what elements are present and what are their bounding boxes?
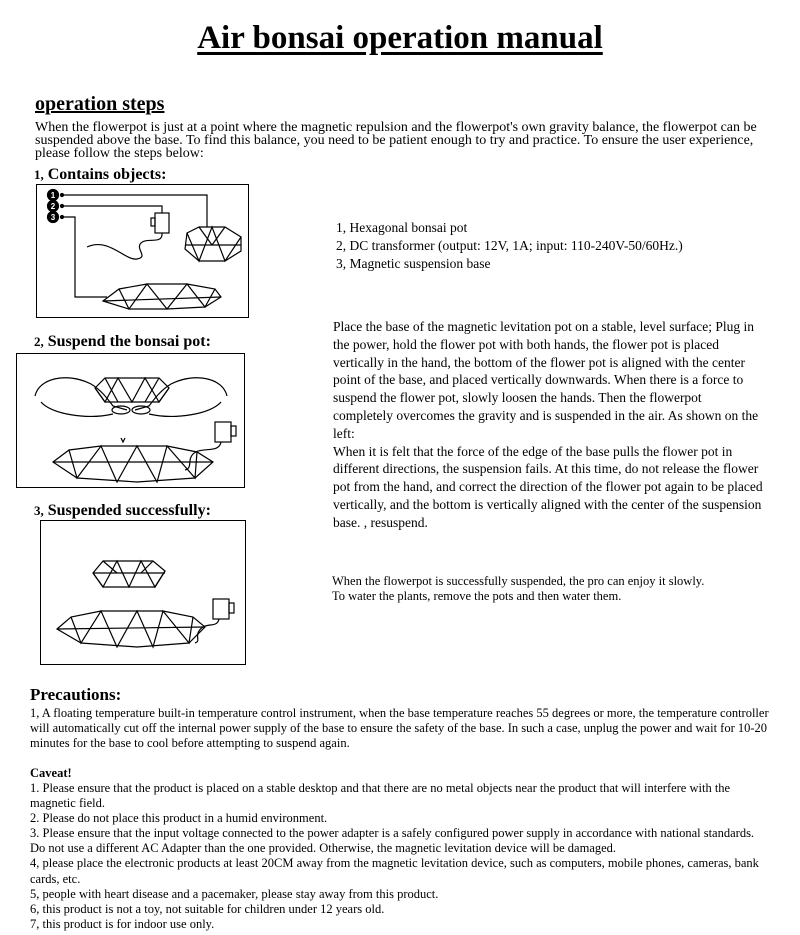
callout-2: 2 [50,202,56,211]
precautions-body: 1, A floating temperature built-in temperature control instrument, when the base temperature reaches 55 degrees or more, the temperature controller will automatically cut off the internal power supply of the base to ensure the safety of the base. In such a case, unplug the power and wait for 10-20 minutes for the base to cool before attempting to suspend again. [30,706,769,751]
step-3-number: 3, [34,503,44,518]
caveat-item: 6, this product is not a toy, not suitable for children under 12 years old. [30,901,385,916]
instruction-paragraph: When it is felt that the force of the edge of the base pulls the flower pot in different directions, the suspension fails. At this time, do not release the flower pot from the hand, and correct the direction of the flower pot again to be placed vertically, and the bottom is vertically aligned with the center of the suspension base. , resuspend. [333,443,763,530]
caveat-item: 5, people with heart disease and a pacemaker, please stay away from this product. [30,886,439,901]
step-3-title: Suspended successfully: [47,502,211,519]
suspended-instructions [332,574,712,604]
caveat-item: 2. Please do not place this product in a humid environment. [30,811,328,826]
step-2-number: 2, [34,334,44,349]
suspend-instructions [333,318,765,532]
caveat-item: 3. Please ensure that the input voltage connected to the power adapter is a safely configured power supply in accordance with national standards. Do not use a different AC Adapter than the one provided. Otherwise, the magnetic levitation device will be damaged. [30,826,755,856]
contents-item: 2, DC transformer (output: 12V, 1A; input: 110-240V-50/60Hz.) [336,238,683,253]
step-3-heading [34,502,211,520]
operation-steps-heading: operation steps [35,93,165,115]
operation-intro: When the flowerpot is just at a point where the magnetic repulsion and the flowerpot's own gravity balance, the flowerpot can be suspended above the base. To find this balance, you need to be patient enough to try and practice. To ensure the user experience, please follow the steps below: [35,120,757,161]
contents-item: 1, Hexagonal bonsai pot [336,220,468,235]
contents-figure [36,184,249,318]
caveat-list [30,781,770,932]
contents-item: 3, Magnetic suspension base [336,256,491,271]
suspend-figure [16,353,245,488]
instruction-paragraph: Place the base of the magnetic levitation pot on a stable, level surface; Plug in the power, hold the flower pot with both hands, the flower pot is placed vertically in the hand, the bottom of the flower pot is aligned with the center point of the base, and placed vertically downwards. When there is a force to suspend the flower pot, slowly loosen the hands. Then the flowerpot completely overcomes the gravity and is suspended in the air. As shown on the left: [333,319,759,441]
caveat-heading: Caveat! [30,766,72,780]
suspended-figure [40,520,246,665]
contents-list [336,219,683,273]
instruction-paragraph: When the flowerpot is successfully suspended, the pro can enjoy it slowly. [332,574,705,588]
step-1-number: 1, [34,167,44,182]
callout-1: 1 [50,191,56,200]
page-title: Air bonsai operation manual [197,20,603,56]
step-1-title: Contains objects: [47,166,167,183]
step-1-heading [34,166,166,184]
callout-3: 3 [50,213,56,222]
caveat-item: 7, this product is for indoor use only. [30,916,215,931]
caveat-item: 1. Please ensure that the product is placed on a stable desktop and that there are no metal objects near the product that will interfere with the magnetic field. [30,781,731,811]
caveat-item: 4, please place the electronic products at least 20CM away from the magnetic levitation device, such as computers, mobile phones, cameras, bank cards, etc. [30,856,759,886]
step-2-title: Suspend the bonsai pot: [47,333,211,350]
precautions-heading: Precautions: [30,685,122,704]
step-2-heading [34,333,211,351]
instruction-paragraph: To water the plants, remove the pots and then water them. [332,589,622,603]
